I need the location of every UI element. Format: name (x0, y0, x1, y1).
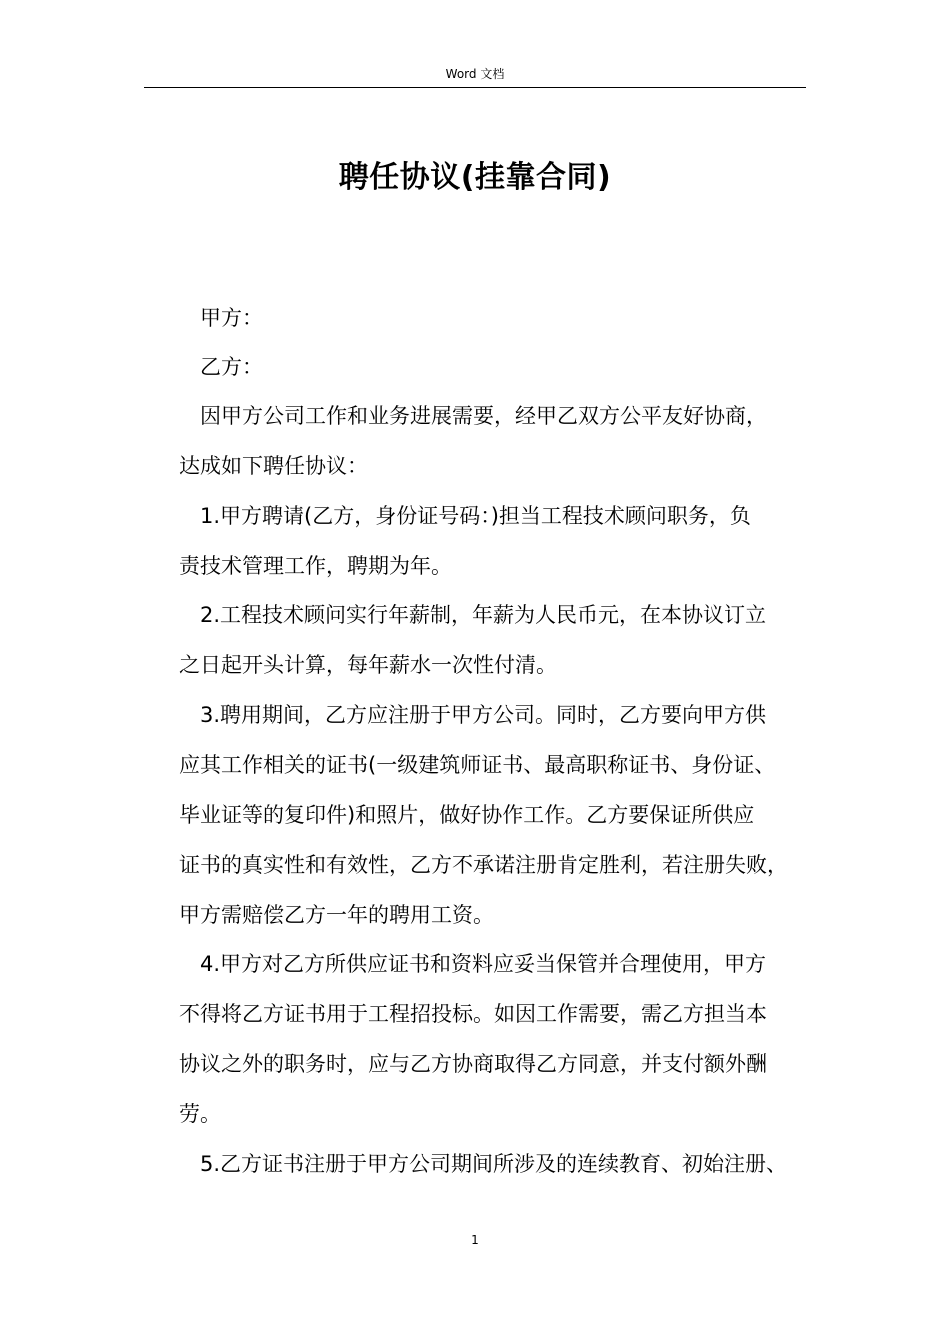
header-divider (144, 87, 806, 88)
paragraph-line: 1.甲方聘请(乙方，身份证号码：)担当工程技术顾问职务，负 (200, 504, 751, 528)
paragraph-line: 责技术管理工作，聘期为年。 (179, 554, 452, 578)
paragraph-line: 甲方需赔偿乙方一年的聘用工资。 (179, 903, 494, 927)
paragraph-line: 达成如下聘任协议： (179, 454, 368, 478)
page-header: Word 文档 (445, 67, 505, 81)
paragraph-line: 4.甲方对乙方所供应证书和资料应妥当保管并合理使用，甲方 (200, 952, 767, 976)
paragraph-line: 证书的真实性和有效性，乙方不承诺注册肯定胜利，若注册失败， (179, 853, 788, 877)
document-title: 聘任协议(挂靠合同) (338, 160, 612, 195)
paragraph-line: 5.乙方证书注册于甲方公司期间所涉及的连续教育、初始注册、 (200, 1152, 788, 1176)
paragraph-line: 2.工程技术顾问实行年薪制，年薪为人民币元，在本协议订立 (200, 603, 767, 627)
party-b-line: 乙方： (200, 355, 263, 379)
paragraph-line: 之日起开头计算，每年薪水一次性付清。 (179, 653, 557, 677)
paragraph-line: 劳。 (179, 1102, 221, 1126)
paragraph-line: 3.聘用期间，乙方应注册于甲方公司。同时，乙方要向甲方供 (200, 703, 767, 727)
party-a-line: 甲方： (200, 306, 263, 330)
paragraph-line: 协议之外的职务时，应与乙方协商取得乙方同意，并支付额外酬 (179, 1052, 767, 1076)
paragraph-line: 因甲方公司工作和业务进展需要，经甲乙双方公平友好协商， (200, 404, 767, 428)
paragraph-line: 不得将乙方证书用于工程招投标。如因工作需要，需乙方担当本 (179, 1002, 767, 1026)
paragraph-line: 毕业证等的复印件)和照片，做好协作工作。乙方要保证所供应 (179, 803, 755, 827)
page-number: 1 (471, 1233, 479, 1247)
paragraph-line: 应其工作相关的证书(一级建筑师证书、最高职称证书、身份证、 (179, 753, 776, 777)
